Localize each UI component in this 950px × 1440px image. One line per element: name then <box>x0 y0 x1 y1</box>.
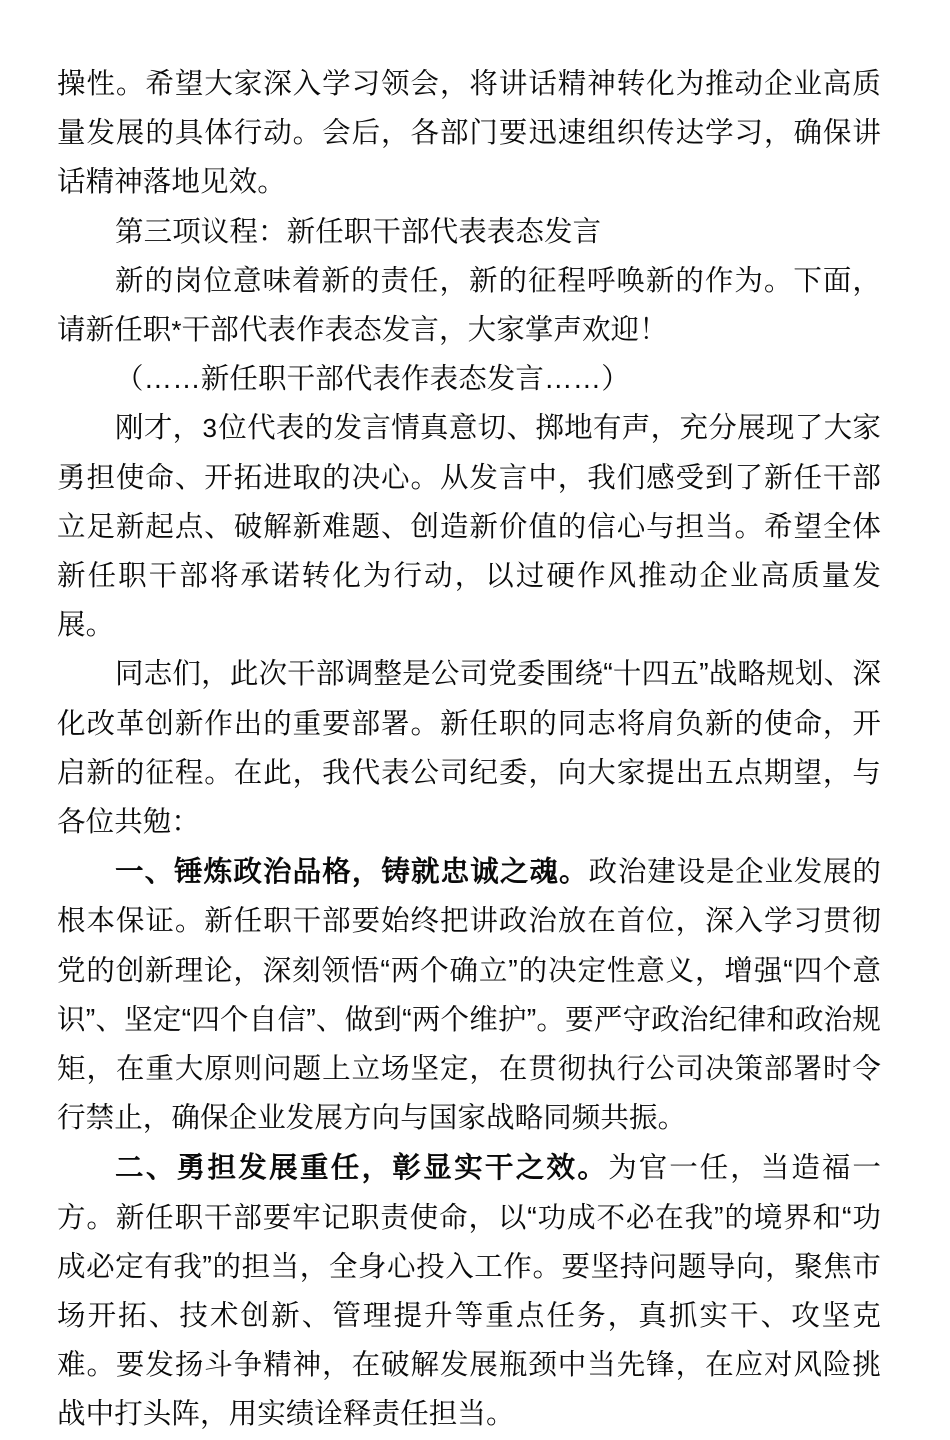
point-one-body: 政治建设是企业发展的根本保证。新任职干部要始终把讲政治放在首位，深入学习贯彻党的创新理论，深刻领悟“两个确立”的决定性意义，增强“四个意识”、坚定“四个自信”、做到“两个维护”。要严守政治纪律和政治规矩，在重大原则问题上立场坚定，在贯彻执行公司决策部署时令行禁止，确保企业发展方向与国家战略同频共振。 <box>57 856 881 1135</box>
point-two-heading: 二、勇担发展重任，彰显实干之效。 <box>115 1151 609 1185</box>
paragraph-agenda-item-3: 第三项议程：新任职干部代表表态发言 <box>115 215 602 248</box>
footnote-marker-asterisk: * <box>171 315 182 346</box>
document-body <box>57 60 881 1440</box>
paragraph-point-one <box>57 847 881 1143</box>
paragraph-point-two <box>57 1143 881 1439</box>
paragraph-1: 操性。希望大家深入学习领会，将讲话精神转化为推动企业高质量发展的具体行动。会后，各部门要迅速组织传达学习，确保讲话精神落地见效。 <box>57 68 881 199</box>
paragraph-3-text-before: 新的岗位意味着新的责任，新的征程呼唤新的作为。下面，请新任职 <box>57 264 881 347</box>
point-two-body: 为官一任，当造福一方。新任职干部要牢记职责使命，以“功成不必在我”的境界和“功成必定有我”的担当，全身心投入工作。要坚持问题导向，聚焦市场开拓、技术创新、管理提升等重点任务，真抓实干、攻坚克难。要发扬斗争精神，在破解发展瓶颈中当先锋，在应对风险挑战中打头阵，用实绩诠释责任担当。 <box>57 1152 881 1431</box>
paragraph-3-text-after: 干部代表作表态发言，大家掌声欢迎！ <box>181 314 668 347</box>
point-one-heading: 一、锤炼政治品格，铸就忠诚之魂。 <box>115 855 589 889</box>
paragraph-5-text-before: 刚才， <box>115 412 202 445</box>
paragraph-5 <box>57 404 881 650</box>
paragraph-comrades: 同志们，此次干部调整是公司党委围绕“十四五”战略规划、深化改革创新作出的重要部署。新任职的同志将肩负新的使命，开启新的征程。在此，我代表公司纪委，向大家提出五点期望，与各位共勉： <box>57 658 881 839</box>
paragraph-3 <box>57 257 881 355</box>
representative-count: 3 <box>202 413 218 444</box>
paragraph-5-text-after: 位代表的发言情真意切、掷地有声，充分展现了大家勇担使命、开拓进取的决心。从发言中，我们感受到了新任干部立足新起点、破解新难题、创造新价值的信心与担当。希望全体新任职干部将承诺转化为行动，以过硬作风推动企业高质量发展。 <box>57 412 881 642</box>
paragraph-stage-direction: （……新任职干部代表作表态发言……） <box>115 363 630 396</box>
